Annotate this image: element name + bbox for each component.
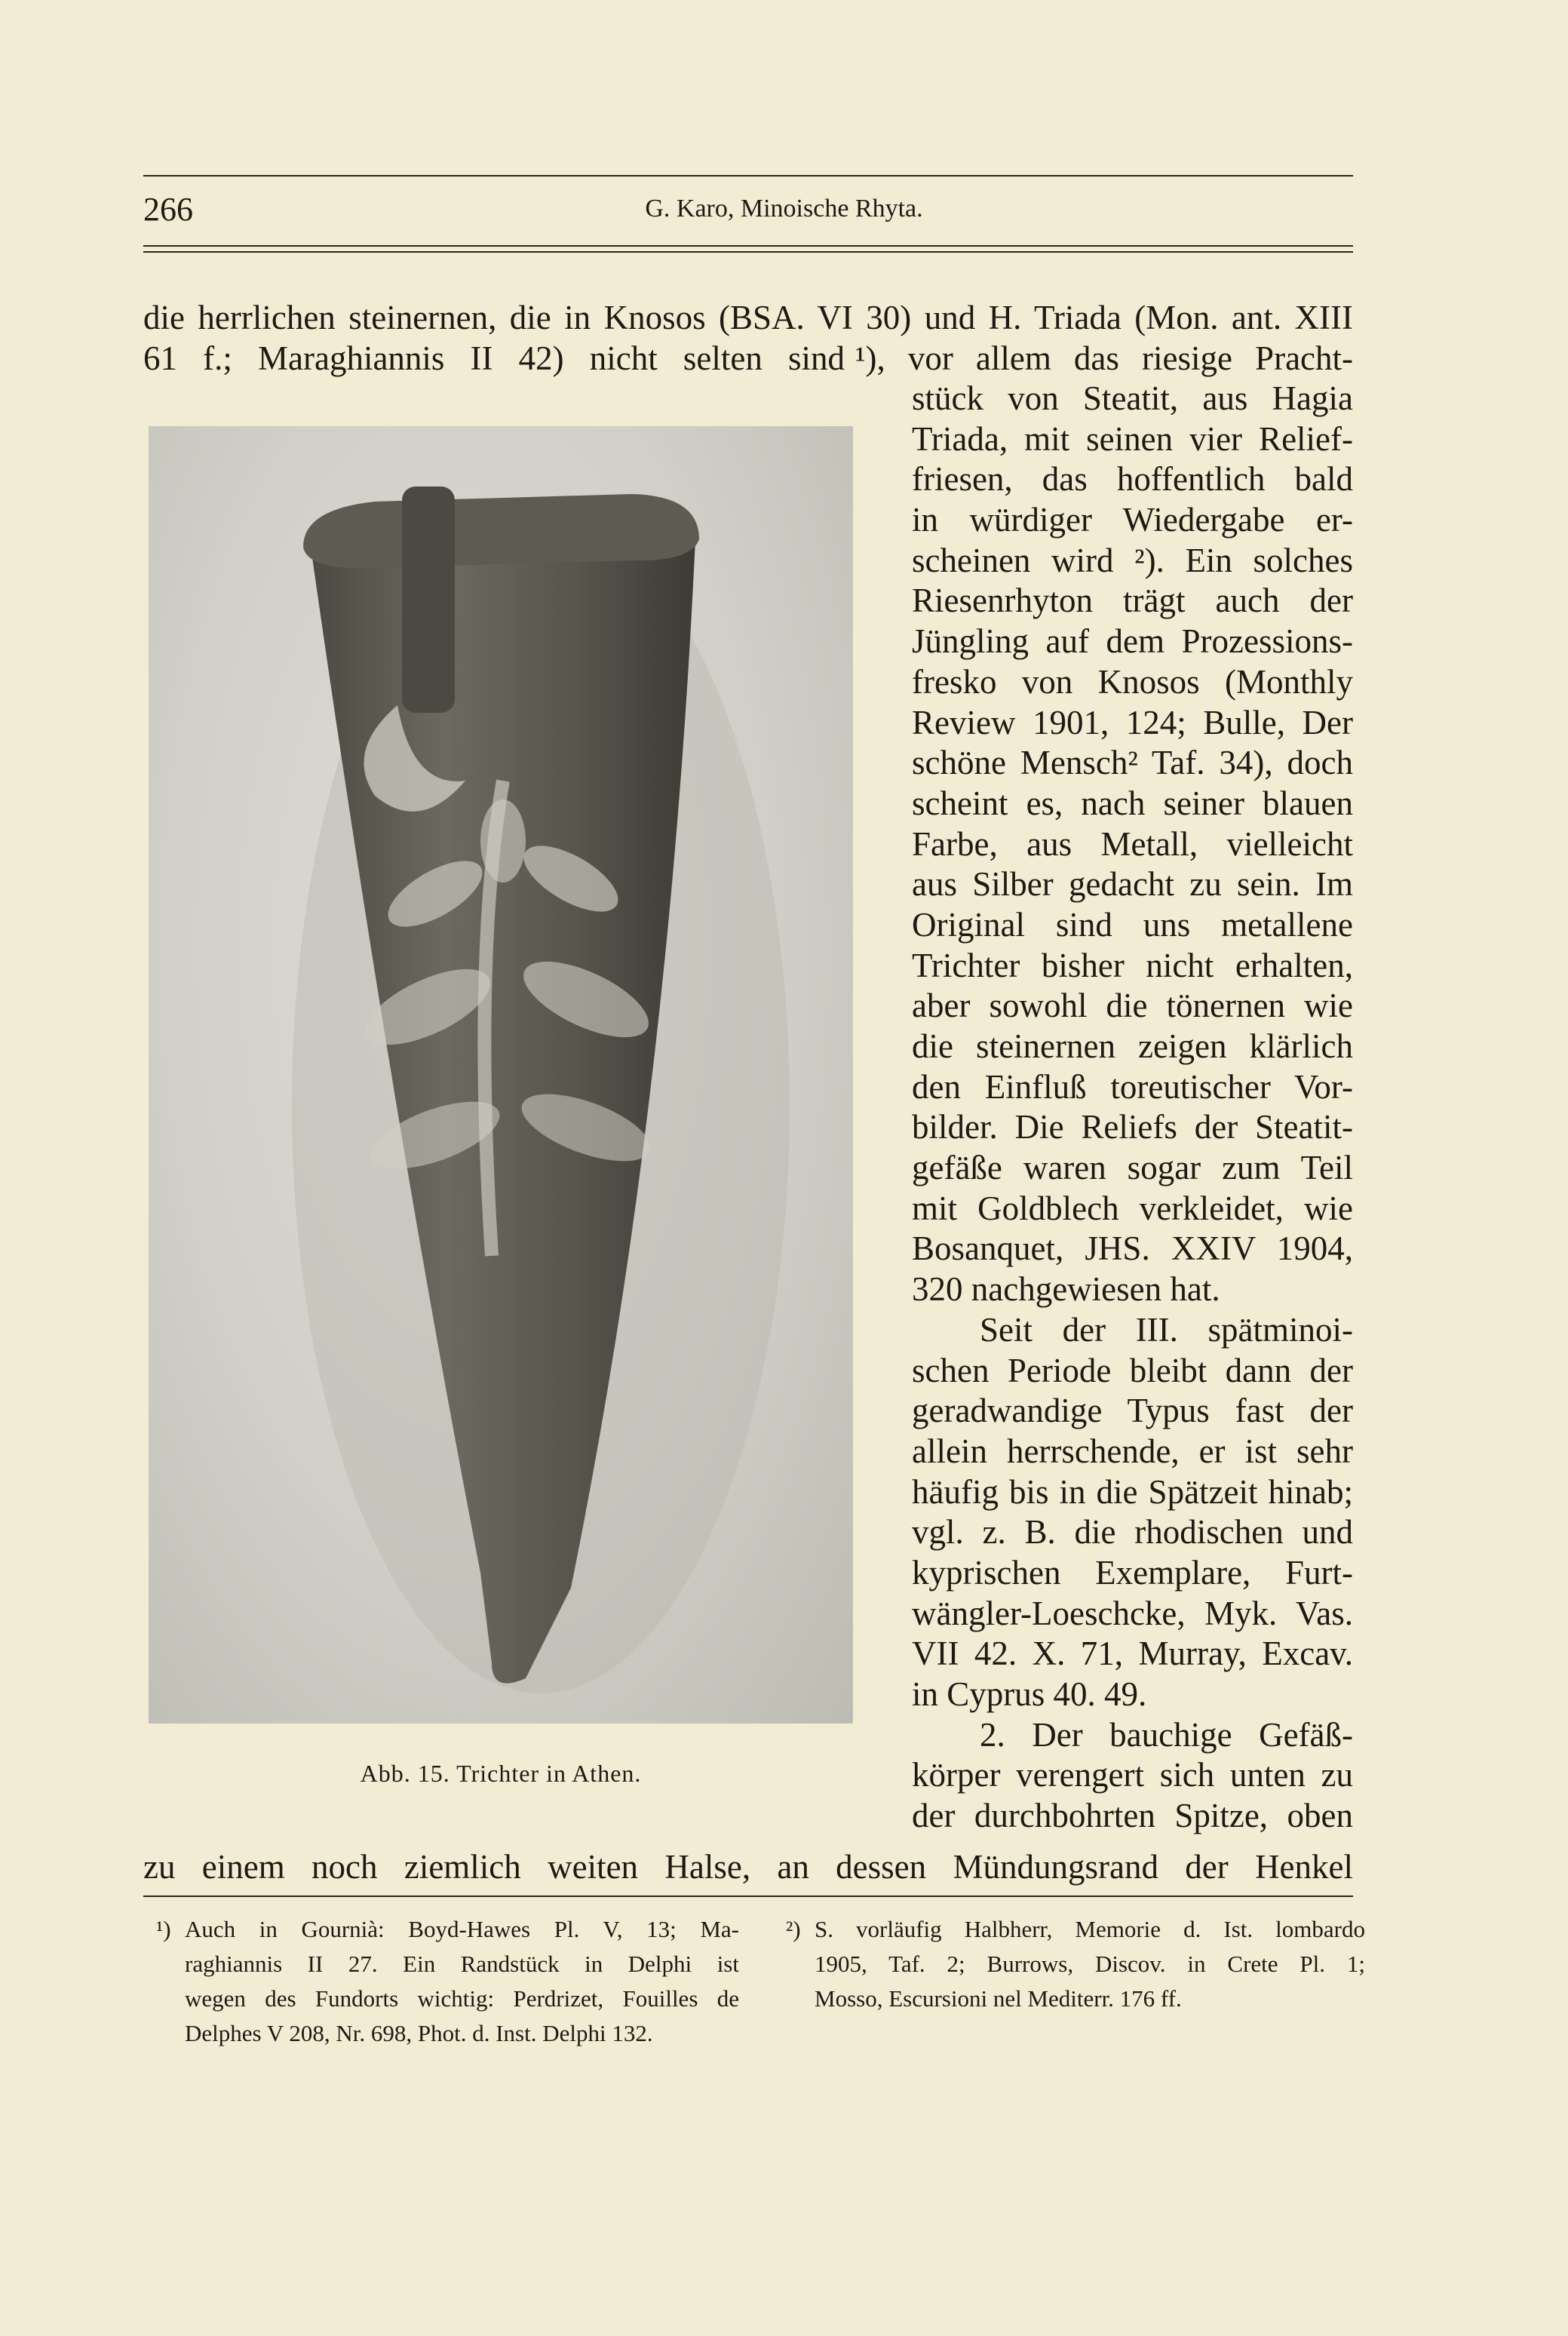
right-line: geradwandige Typus fast der [912,1392,1353,1430]
figure-funnel-photo [149,426,853,1724]
running-head: G. Karo, Minoische Rhyta. [645,195,923,223]
right-line: in würdiger Wiedergabe er- [912,501,1353,539]
right-line: den Einfluß toreutischer Vor- [912,1067,1353,1106]
right-line: kyprischen Exemplare, Furt- [912,1553,1353,1592]
header-bottom-rule-2 [143,251,1353,253]
right-line: Bosanquet, JHS. XXIV 1904, [912,1229,1353,1268]
footnote-1-line: raghiannis II 27. Ein Randstück in Delphi ist [185,1951,739,1977]
right-line: vgl. z. B. die rhodischen und [912,1513,1353,1552]
right-line: fresko von Knosos (Monthly [912,662,1353,701]
footnote-1 [156,1912,739,2051]
right-line: Original sind uns metallene [912,905,1353,944]
right-line: schöne Mensch² Taf. 34), doch [912,744,1353,782]
right-line: aber sowohl die tönernen wie [912,987,1353,1025]
right-column [912,379,1353,1837]
body-line-1: die herrlichen steinernen, die in Knosos (BSA. VI 30) und H. Triada (Mon. ant. XIII [143,299,1353,336]
right-line: aus Silber gedacht zu sein. Im [912,865,1353,904]
right-line: Jüngling auf dem Prozessions- [912,622,1353,661]
footnote-2-marker: ²) [786,1916,801,1942]
right-line: 320 nachgewiesen hat. [912,1270,1220,1309]
footnote-1-line: wegen des Fundorts wichtig: Perdrizet, Fouilles de [185,1985,739,2012]
footnote-2 [786,1912,1365,2016]
funnel-rhyton-image [149,426,853,1724]
right-line: Seit der III. spätminoi- [980,1310,1353,1349]
right-line: bilder. Die Reliefs der Steatit- [912,1108,1353,1147]
footnote-2-line: 1905, Taf. 2; Burrows, Discov. in Crete Pl. 1; [815,1951,1365,1977]
right-line: gefäße waren sogar zum Teil [912,1149,1353,1187]
right-line: VII 42. X. 71, Murray, Excav. [912,1635,1353,1673]
right-line: Review 1901, 124; Bulle, Der [912,703,1353,741]
right-line: wängler-Loeschcke, Myk. Vas. [912,1594,1353,1632]
body-line-2-left: 61 f.; Maraghiannis II 42) nicht selten sind [143,339,845,377]
right-line: stück von Steatit, aus Hagia [912,379,1353,417]
page-number: 266 [143,191,193,228]
right-line: scheint es, nach seiner blauen [912,784,1353,822]
right-line: häufig bis in die Spätzeit hinab; [912,1472,1353,1511]
right-line: 2. Der bauchige Gefäß- [980,1715,1353,1754]
body-line-2 [143,338,1353,379]
right-line: der durchbohrten Spitze, oben [912,1797,1353,1835]
right-line: allein herrschende, er ist sehr [912,1432,1353,1470]
right-line: in Cyprus 40. 49. [912,1675,1147,1713]
right-line: scheinen wird ²). Ein solches [912,541,1353,579]
right-line: die steinernen zeigen klärlich [912,1027,1353,1065]
body-line-last: zu einem noch ziemlich weiten Halse, an dessen Mündungsrand der Henkel [143,1848,1353,1886]
body-line-2-right: ¹), vor allem das riesige Pracht- [855,339,1353,377]
right-line: Trichter bisher nicht erhalten, [912,946,1353,984]
footnote-2-line: Mosso, Escursioni nel Mediterr. 176 ff. [815,1985,1182,2012]
right-line: friesen, das hoffentlich bald [912,460,1353,499]
right-line: körper verengert sich unten zu [912,1756,1353,1794]
footnote-1-line: Delphes V 208, Nr. 698, Phot. d. Inst. Delphi 132. [185,2020,653,2046]
figure-caption: Abb. 15. Trichter in Athen. [360,1760,642,1787]
header-top-rule [143,175,1353,177]
footnote-1-marker: ¹) [156,1916,171,1942]
footnote-rule [143,1896,1353,1897]
right-line: mit Goldblech verkleidet, wie [912,1189,1353,1227]
right-line: schen Periode bleibt dann der [912,1351,1353,1389]
footnote-1-line: Auch in Gournià: Boyd-Hawes Pl. V, 13; Ma- [185,1916,739,1942]
header-bottom-rule-1 [143,245,1353,247]
right-line: Farbe, aus Metall, vielleicht [912,824,1353,863]
footnote-2-line: S. vorläufig Halbherr, Memorie d. Ist. lombardo [815,1916,1365,1942]
right-line: Riesenrhyton trägt auch der [912,582,1353,620]
right-line: Triada, mit seinen vier Relief- [912,419,1353,458]
